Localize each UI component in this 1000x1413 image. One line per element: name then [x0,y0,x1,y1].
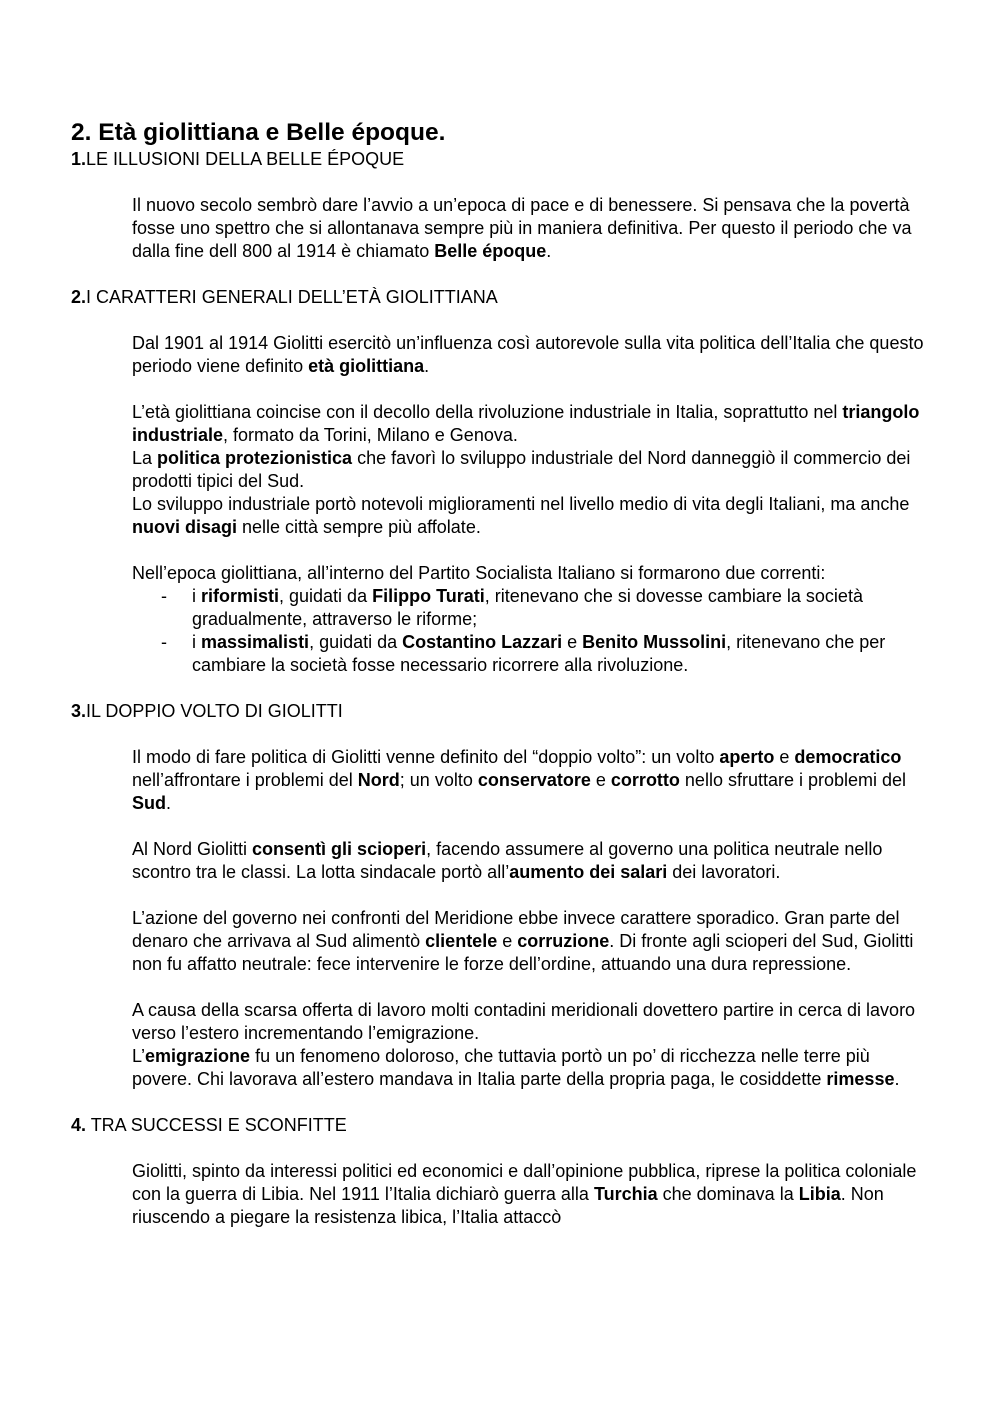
paragraph: Lo sviluppo industriale portò notevoli miglioramenti nel livello medio di vita degli Italiani, ma anche nuovi disagi nelle città sempre più affolate. [132,494,910,537]
paragraph: La politica protezionistica che favorì lo sviluppo industriale del Nord danneggiò il commercio dei prodotti tipici del Sud. [132,448,911,491]
paragraph: Il modo di fare politica di Giolitti venne definito del “doppio volto”: un volto aperto e democratico nell’affrontare i problemi del Nord; un volto conservatore e corrotto nello sfruttare i problemi del Sud. [132,747,907,813]
paragraph: A causa della scarsa offerta di lavoro molti contadini meridionali dovettero partire in cerca di lavoro verso l’estero incrementando l’emigrazione. [132,1000,916,1043]
dash-bullet: - [161,586,167,606]
paragraph: L’età giolittiana coincise con il decollo della rivoluzione industriale in Italia, soprattutto nel triangolo industriale, formato da Torini, Milano e Genova. [132,402,920,445]
document-page [71,118,931,1229]
paragraph: L’azione del governo nei confronti del Meridione ebbe invece carattere sporadico. Gran parte del denaro che arrivava al Sud alimentò clientele e corruzione. Di fronte agli scioperi del Sud, Giolitti non fu affatto neutrale: fece intervenire le forze dell’ordine, attuando una dura repressione. [132,908,914,974]
section-3-body [132,746,931,1091]
section-2-body [132,332,931,677]
document-title: 2. Età giolittiana e Belle époque. [71,119,446,146]
dash-bullet: - [161,632,167,652]
bullet-list [132,585,931,677]
section-heading-4: 4. TRA SUCCESSI E SCONFITTE [71,1115,347,1135]
list-item: - i riformisti, guidati da Filippo Turati, ritenevano che si dovesse cambiare la società gradualmente, attraverso le riforme; [161,586,863,629]
section-heading-1: 1.LE ILLUSIONI DELLA BELLE ÉPOQUE [71,149,405,169]
paragraph: Nell’epoca giolittiana, all’interno del Partito Socialista Italiano si formarono due correnti: [132,563,826,583]
paragraph: Dal 1901 al 1914 Giolitti esercitò un’influenza così autorevole sulla vita politica dell’Italia che questo periodo viene definito età giolittiana. [132,333,924,376]
paragraph: Giolitti, spinto da interessi politici ed economici e dall’opinione pubblica, riprese la politica coloniale con la guerra di Libia. Nel 1911 l’Italia dichiarò guerra alla Turchia che dominava la Libia. Non riuscendo a piegare la resistenza libica, l’Italia attaccò [132,1161,917,1227]
section-heading-2: 2.I CARATTERI GENERALI DELL’ETÀ GIOLITTIANA [71,287,498,307]
paragraph: L’emigrazione fu un fenomeno doloroso, che tuttavia portò un po’ di ricchezza nelle terre più povere. Chi lavorava all’estero mandava in Italia parte della propria paga, le cosiddette rimesse. [132,1046,900,1089]
section-1-body [132,194,931,263]
list-item: - i massimalisti, guidati da Costantino Lazzari e Benito Mussolini, ritenevano che per cambiare la società fosse necessario ricorrere alla rivoluzione. [161,632,886,675]
section-heading-3: 3.IL DOPPIO VOLTO DI GIOLITTI [71,701,343,721]
paragraph: Il nuovo secolo sembrò dare l’avvio a un’epoca di pace e di benessere. Si pensava che la povertà fosse uno spettro che si allontanava sempre più in maniera definitiva. Per questo il periodo che va dalla fine dell 800 al 1914 è chiamato Belle époque. [132,195,912,261]
paragraph: Al Nord Giolitti consentì gli scioperi, facendo assumere al governo una politica neutrale nello scontro tra le classi. La lotta sindacale portò all’aumento dei salari dei lavoratori. [132,839,883,882]
section-4-body [132,1160,931,1229]
